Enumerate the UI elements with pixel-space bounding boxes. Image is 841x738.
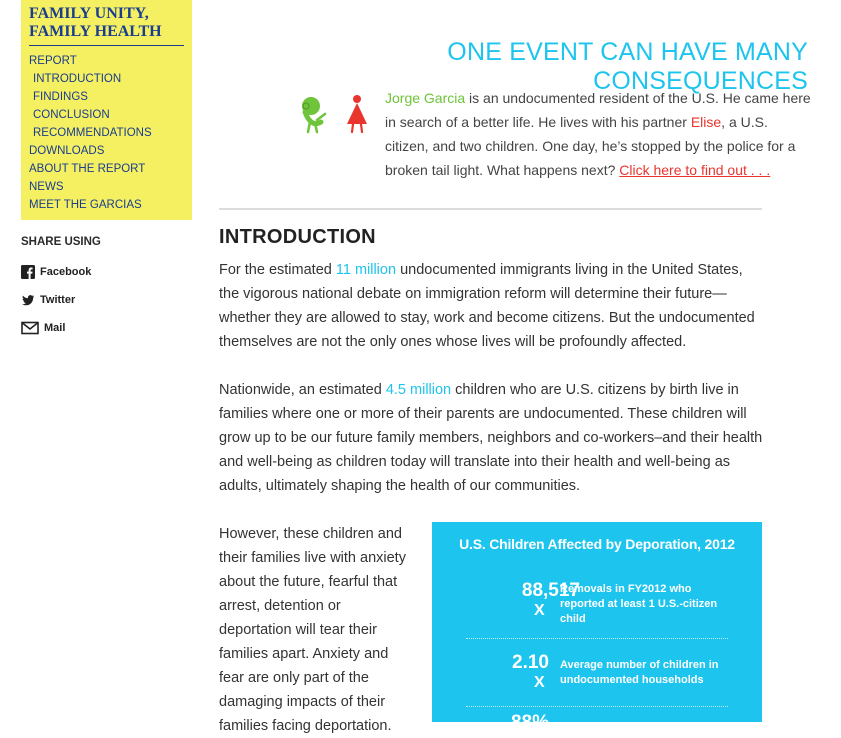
share-twitter-button[interactable]: [21, 286, 192, 314]
nav-about-the-report[interactable]: ABOUT THE REPORT: [29, 163, 146, 175]
sidebar: [21, 0, 192, 220]
mail-icon: [21, 321, 39, 335]
share-facebook-button[interactable]: [21, 258, 192, 286]
story-name-elise[interactable]: Elise: [690, 114, 722, 130]
stat-third-value: 88%: [510, 712, 549, 733]
intro-p2-text-a: Nationwide, an estimated: [219, 382, 386, 398]
nav-recommendations[interactable]: RECOMMENDATIONS: [33, 127, 152, 139]
intro-p1-text-a: For the estimated: [219, 262, 336, 278]
facebook-icon: [21, 265, 35, 279]
intro-paragraph-2: [219, 378, 764, 498]
story-text-2: , a U.S. citizen, and two children. One day, he’s stopped by the police for a broken tail light. What happens next?: [385, 114, 796, 178]
garcia-family-illustration: [295, 92, 375, 140]
introduction-heading: INTRODUCTION: [219, 226, 376, 248]
deportation-infographic: [432, 522, 762, 733]
intro-p2-text-b: children who are U.S. citizens by birth live in families where one or more of their parents are undocumented. These children will grow up to be our future family members, neighbors and co-workers–and their health and well-being as children today will translate into their health and well-being as adults, ultimately shaping the health of our communities.: [219, 382, 763, 494]
nav-downloads[interactable]: DOWNLOADS: [29, 145, 105, 157]
stat-removals-value: 88,517: [521, 580, 580, 601]
intro-p1-highlight[interactable]: 11 million: [335, 262, 397, 278]
nav-report[interactable]: REPORT: [29, 55, 77, 67]
share-mail-label: Mail: [44, 322, 66, 334]
title-divider: [29, 45, 184, 46]
share-twitter-label: Twitter: [40, 294, 76, 306]
story-text-1: is an undocumented resident of the U.S. He came here in search of a better life. He lives with his partner: [385, 90, 811, 130]
infographic-title: U.S. Children Affected by Deporation, 2012: [459, 536, 735, 552]
stat-avg-children-value: 2.10: [512, 652, 549, 673]
share-mail-button[interactable]: [21, 314, 192, 342]
jorge-figure-icon: [302, 97, 325, 132]
site-title[interactable]: [29, 5, 184, 41]
story-paragraph: [385, 86, 815, 182]
site-title-line1[interactable]: FAMILY UNITY,: [29, 5, 149, 22]
story-find-out-link[interactable]: Click here to find out . . .: [619, 162, 771, 178]
nav-conclusion[interactable]: CONCLUSION: [33, 109, 110, 121]
nav-news[interactable]: NEWS: [29, 181, 64, 193]
intro-paragraph-1: [219, 258, 764, 354]
stat-removals-multiplier: X: [534, 602, 545, 619]
share-facebook-label: Facebook: [40, 266, 92, 278]
stat-avg-children-multiplier: X: [534, 674, 545, 691]
intro-p1-text-b: undocumented immigrants living in the United States, the vigorous national debate on immigration reform will determine their future—whether they are allowed to stay, work and become citizens. But the undocumented themselves are not the only ones whose lives will be profoundly affected.: [219, 262, 755, 350]
stat-divider-1: [466, 638, 728, 639]
stat-removals-description: Removals in FY2012 who reported at least 1 U.S.-citizen child: [560, 583, 718, 625]
intro-paragraph-3: However, these children and their families live with anxiety about the future, fearful that arrest, detention or deportation will tear their families apart. Anxiety and fear are only part of the damaging impacts of their families facing deportation.: [219, 526, 406, 734]
share-panel: [21, 236, 192, 342]
elise-figure-icon: [347, 95, 367, 132]
stat-avg-children-description: Average number of children in undocumented households: [560, 659, 719, 686]
page-headline: ONE EVENT CAN HAVE MANY CONSEQUENCES: [447, 38, 808, 95]
site-title-line2[interactable]: FAMILY HEALTH: [29, 23, 162, 40]
nav-findings[interactable]: FINDINGS: [33, 91, 88, 103]
nav-meet-the-garcias[interactable]: MEET THE GARCIAS: [29, 199, 142, 211]
share-heading: SHARE USING: [21, 236, 101, 248]
twitter-icon: [21, 293, 35, 307]
nav-introduction[interactable]: INTRODUCTION: [33, 73, 122, 85]
story-name-jorge[interactable]: Jorge Garcia: [385, 90, 466, 106]
intro-p2-highlight[interactable]: 4.5 million: [385, 382, 452, 398]
section-divider: [219, 208, 762, 210]
stat-divider-2: [466, 706, 728, 707]
